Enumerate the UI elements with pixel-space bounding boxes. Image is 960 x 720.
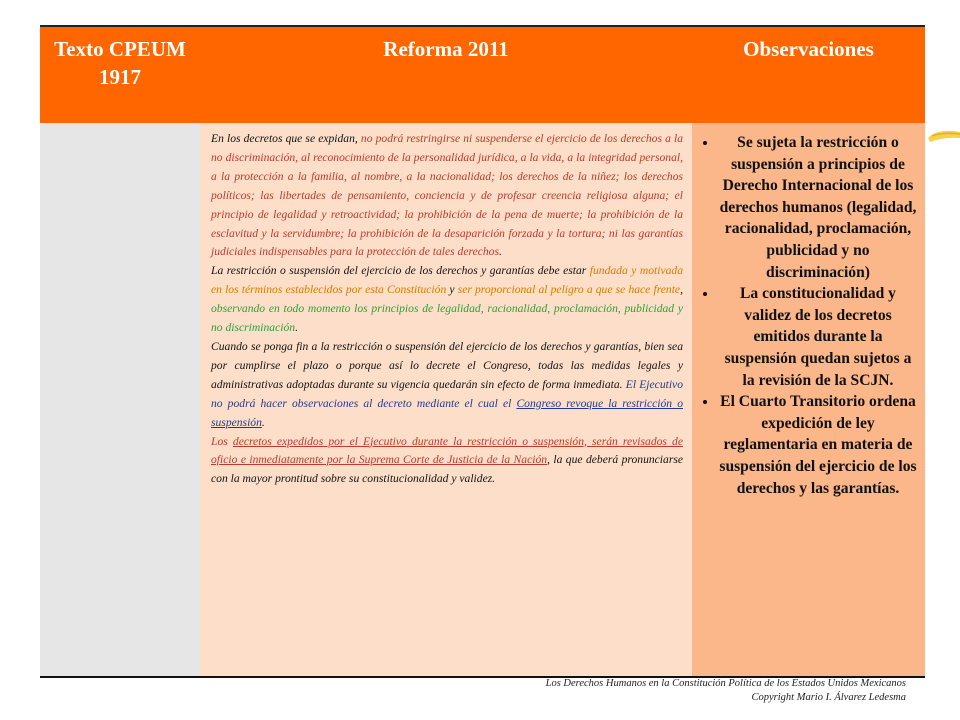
- reform-paragraph-3: [211, 338, 683, 433]
- footer: [306, 677, 906, 705]
- text-segment-orange: fundada y motivada en los términos establecidos por esta Constitución: [211, 264, 683, 297]
- text-segment-red: no podrá restringirse ni suspenderse el ejercicio de los derechos a la no discriminación, al reconocimiento de la personalidad jurídica, a la vida, a la integridad personal, a la protección a la familia, al nombre, a la nacionalidad; los derechos de la niñez; los derechos políticos; las libertades de pensamiento, conciencia y de profesar creencia religiosa alguna; el principio de legalidad y retroactividad; la prohibición de la pena de muerte; la prohibición de la esclavitud y la servidumbre; la prohibición de la desaparición forzada y la tortura; ni las garantías judiciales indispensables para la protección de tales derechos: [211, 132, 683, 259]
- text-segment: .: [498, 245, 502, 259]
- text-segment: ,: [680, 283, 683, 297]
- reform-paragraph-2: [211, 262, 683, 338]
- text-segment-red-underlined: decretos expedidos por el Ejecutivo durante la restricción o suspensión, serán revisados de oficio e inmediatamente por la Suprema Corte de Justicia de la Nación: [211, 434, 684, 467]
- text-segment: En los decretos que se expidan,: [211, 132, 361, 145]
- text-segment: .: [619, 377, 626, 391]
- text-segment: .: [261, 415, 265, 429]
- observations-list: [700, 132, 918, 499]
- observation-item-3: [718, 391, 918, 499]
- text-segment-green: observando en todo momento los principios de legalidad, racionalidad, proclamación, publicidad y no discriminación: [211, 302, 683, 335]
- text-segment-blue: El Ejecutivo no podrá hacer observaciones al decreto mediante el cual el: [211, 377, 684, 410]
- text-segment-blue-underlined: Congreso revoque la restricción o suspensión: [211, 396, 683, 429]
- table-header: [40, 27, 925, 123]
- observation-item-2: [718, 283, 918, 391]
- footer-title: Los Derechos Humanos en la Constitución Política de los Estados Unidos Mexicanos: [545, 678, 906, 689]
- footer-copyright: Copyright Mario I. Álvarez Ledesma: [751, 692, 906, 703]
- text-segment: La restricción o suspensión del ejercicio de los derechos y garantías debe estar: [211, 264, 590, 278]
- header-observaciones: Observaciones: [743, 37, 874, 61]
- text-segment: .: [295, 321, 298, 335]
- reform-paragraph-4: [211, 433, 683, 490]
- text-segment: y: [446, 283, 458, 297]
- text-segment-red: Los: [211, 434, 233, 448]
- observation-text: • La constitucionalidad y validez de los decretos emitidos durante la suspensión quedan sujetos a la revisión de la SCJN.: [724, 285, 912, 389]
- reform-text: [211, 130, 683, 489]
- text-segment-orange: ser proporcional al peligro a que se hace frente: [457, 283, 681, 297]
- observation-text: • Se sujeta la restricción o suspensión a principios de Derecho Internacional de los derechos humanos (legalidad, racionalidad, proclamación, publicidad y no discriminación): [719, 134, 917, 281]
- header-reforma-2011: Reforma 2011: [383, 37, 509, 61]
- text-segment: Cuando se ponga fin a la restricción o suspensión del ejercicio de los derechos y garantías, bien sea por cumplirse el plazo o porque así lo decrete el Congreso, todas las medidas legales y administrativas adoptadas durante su vigencia quedarán sin efecto de forma inmediata: [211, 339, 683, 391]
- observation-item-1: [718, 132, 918, 283]
- reform-paragraph-1: [211, 130, 683, 262]
- header-texto-cpeum: Texto CPEUM 1917: [54, 37, 186, 89]
- pencil-stroke-icon: [926, 126, 960, 146]
- observation-text: • El Cuarto Transitorio ordena expedición de ley reglamentaria en materia de suspensión del ejercicio de los derechos y las garantías.: [719, 393, 917, 497]
- column-texto-cpeum: [40, 123, 200, 677]
- text-segment: , la que deberá pronunciarse con la mayor prontitud sobre su constitucionalidad y validez.: [211, 453, 683, 486]
